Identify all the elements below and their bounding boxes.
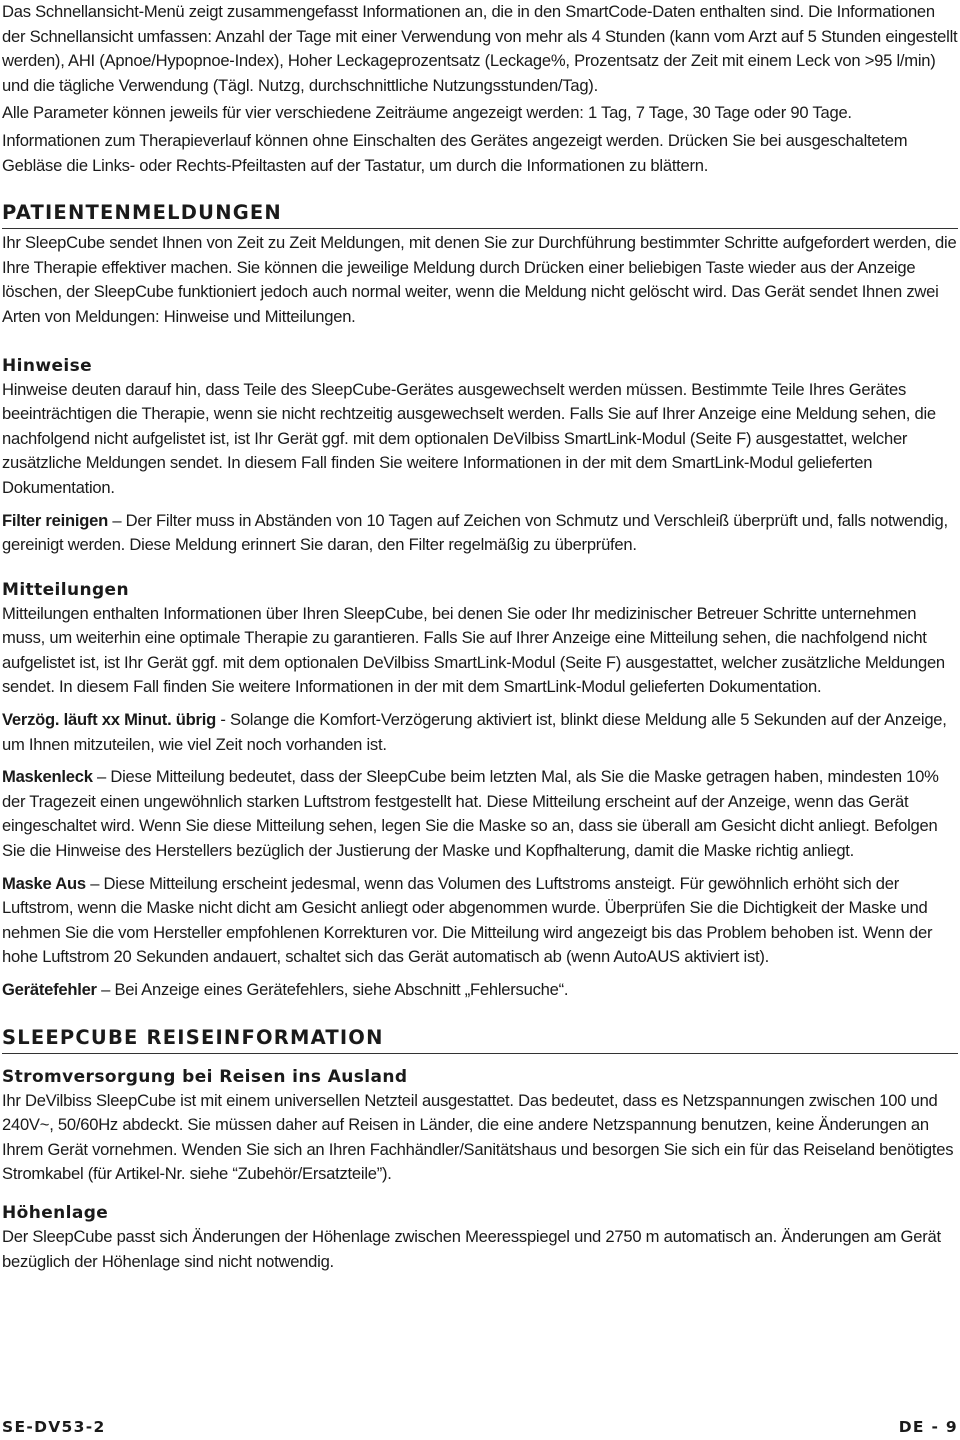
heading-hinweise: Hinweise xyxy=(2,355,93,376)
intro-paragraph-3: Informationen zum Therapieverlauf können ohne Einschalten des Gerätes angezeigt werden. Drücken Sie bei ausgeschaltetem Gebläse die Links- oder Rechts-Pfeiltasten auf der Tastatur, um durch die Informationen zu blättern. xyxy=(2,130,908,175)
page-content xyxy=(2,0,958,1274)
mitteilung-item xyxy=(2,765,958,863)
mitteilung-text: – Diese Mitteilung bedeutet, dass der SleepCube beim letzten Mal, als Sie die Maske getragen haben, mindesten 10% der Tragezeit einen ungewöhnlich starken Luftstrom festgestellt hat. Diese Mitteilung erscheint auf der Anzeige, wenn das Gerät eingeschaltet wird. Wenn Sie diese Mitteilung sehen, legen Sie die Maske so an, dass sie überall am Gesicht dicht anliegt. Befolgen Sie die Hinweise des Herstellers bezüglich der Justierung der Maske und Kopfhalterung, damit die Maske richtig anliegt. xyxy=(2,767,939,861)
mitteilung-item xyxy=(2,872,958,970)
heading-hoehenlage: Höhenlage xyxy=(2,1202,109,1223)
heading-stromversorgung: Stromversorgung bei Reisen ins Ausland xyxy=(2,1066,408,1087)
mitteilung-item xyxy=(2,708,958,757)
hinweise-filter-reinigen xyxy=(2,509,958,558)
mitteilung-term: Gerätefehler xyxy=(2,980,97,999)
mitteilung-text: - Solange die Komfort-Verzögerung aktiviert ist, blinkt diese Meldung alle 5 Sekunden auf der Anzeige, um Ihnen mitzuteilen, wie viel Zeit noch vorhanden ist. xyxy=(2,710,947,754)
hoehenlage-text: Der SleepCube passt sich Änderungen der Höhenlage zwischen Meeresspiegel und 2750 m automatisch an. Änderungen am Gerät bezüglich der Höhenlage sind nicht notwendig. xyxy=(2,1226,941,1271)
page-number: DE - 9 xyxy=(898,1418,958,1436)
mitteilungen-text: Mitteilungen enthalten Informationen über Ihren SleepCube, bei denen Sie oder Ihr medizinischer Betreuer Schritte unternehmen muss, um weiterhin eine optimale Therapie zu garantieren. Falls Sie auf Ihrer Anzeige eine Mitteilung sehen, die nachfolgend nicht aufgelistet ist, ist Ihr Gerät ggf. mit dem optionalen DeVilbiss SmartLink-Modul (Seite F) ausgestattet, welcher zusätzliche Meldungen sendet. In diesem Fall finden Sie weitere Informationen in der mit dem SmartLink-Modul gelieferten Dokumentation. xyxy=(2,603,945,697)
mitteilung-text: – Bei Anzeige eines Gerätefehlers, siehe Abschnitt „Fehlersuche“. xyxy=(96,980,569,999)
mitteilung-term: Maskenleck xyxy=(2,767,93,787)
mitteilung-term: Verzög. läuft xx Minut. übrig xyxy=(2,710,217,730)
mitteilung-item xyxy=(2,978,958,1003)
heading-sleepcube-reiseinformation: SLEEPCUBE REISEINFORMATION xyxy=(2,1025,958,1054)
document-code: SE-DV53-2 xyxy=(2,1418,106,1436)
stromversorgung-text: Ihr DeVilbiss SleepCube ist mit einem universellen Netzteil ausgestattet. Das bedeutet, dass es Netzspannungen zwischen 100 und 240V~, 50/60Hz abdeckt. Sie müssen daher auf Reisen in Länder, die eine andere Netzspannung benutzen, keine Änderungen an Ihrem Gerät vornehmen. Wenden Sie sich an Ihren Fachhändler/Sanitätshaus und besorgen Sie sich ein für das Reiseland benötigtes Stromkabel (für Artikel-Nr. siehe “Zubehör/Ersatzteile”). xyxy=(2,1090,954,1184)
intro-paragraph-1: Das Schnellansicht-Menü zeigt zusammengefasst Informationen an, die in den SmartCode-Daten enthalten sind. Die Informationen der Schnellansicht umfassen: Anzahl der Tage mit einer Verwendung von mehr als 4 Stunden (kann vom Arzt auf 5 Stunden eingestellt werden), AHI (Apnoe/Hypopnoe-Index), Hoher Leckageprozentsatz (Leckage%, Prozentsatz der Zeit mit einem Leck von >95 l/min) und die tägliche Verwendung (Tägl. Nutzg, durchschnittliche Nutzungsstunden/Tag). xyxy=(2,2,958,95)
heading-patientenmeldungen: PATIENTENMELDUNGEN xyxy=(2,200,958,229)
intro-section xyxy=(2,0,958,178)
mitteilung-term: Maske Aus xyxy=(2,873,86,893)
filter-reinigen-term: Filter reinigen xyxy=(2,510,108,530)
page-footer xyxy=(2,1418,958,1440)
patientenmeldungen-text: Ihr SleepCube sendet Ihnen von Zeit zu Zeit Meldungen, mit denen Sie zur Durchführung bestimmter Schritte aufgefordert werden, die Ihre Therapie effektiver machen. Sie können die jeweilige Meldung durch Drücken einer beliebigen Taste wieder aus der Anzeige löschen, der SleepCube funktioniert jedoch auch normal weiter, wenn die Meldung nicht gelöscht wird. Das Gerät sendet Ihnen zwei Arten von Meldungen: Hinweise und Mitteilungen. xyxy=(2,233,957,326)
intro-paragraph-2: Alle Parameter können jeweils für vier verschiedene Zeiträume angezeigt werden: 1 Tag, 7 Tage, 30 Tage oder 90 Tage. xyxy=(2,103,852,123)
hinweise-text: Hinweise deuten darauf hin, dass Teile des SleepCube-Gerätes ausgewechselt werden müssen. Bestimmte Teile Ihres Gerätes beeinträchtigen die Therapie, wenn sie nicht rechtzeitig ausgewechselt werden. Falls Sie auf Ihrer Anzeige eine Meldung sehen, die nachfolgend nicht aufgelistet ist, ist Ihr Gerät ggf. mit dem optionalen DeVilbiss SmartLink-Modul (Seite F) ausgestattet, welcher zusätzliche Meldungen sendet. In diesem Fall finden Sie weitere Informationen in der mit dem SmartLink-Modul gelieferten Dokumentation. xyxy=(2,379,936,497)
mitteilung-text: – Diese Mitteilung erscheint jedesmal, wenn das Volumen des Luftstroms ansteigt. Für gewöhnlich erhöht sich der Luftstrom, wenn die Maske nicht dicht am Gesicht anliegt oder abgenommen wurde. Überprüfen Sie die Dichtigkeit der Maske und nehmen Sie die vom Hersteller empfohlenen Korrekturen vor. Die Mitteilung wird angezeigt bis das Problem behoben ist. Wenn der hohe Luftstrom 20 Sekunden andauert, schaltet sich das Gerät automatisch ab (wenn AutoAUS aktiviert ist). xyxy=(2,873,933,967)
filter-reinigen-text: – Der Filter muss in Abständen von 10 Tagen auf Zeichen von Schmutz und Verschleiß überprüft und, falls notwendig, gereinigt werden. Diese Meldung erinnert Sie daran, den Filter regelmäßig zu überprüfen. xyxy=(2,510,948,555)
heading-mitteilungen: Mitteilungen xyxy=(2,579,129,600)
